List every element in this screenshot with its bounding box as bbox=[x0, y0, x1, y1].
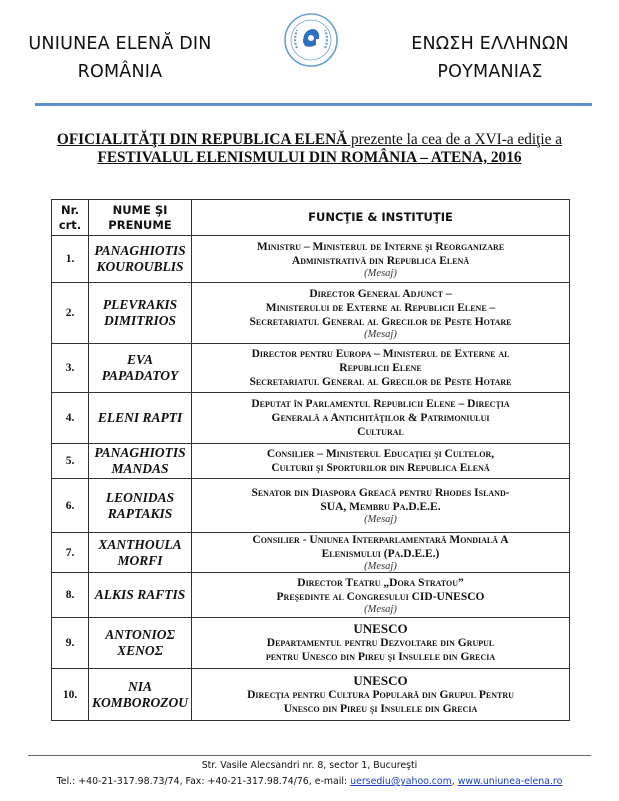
title-line1 bbox=[20, 131, 599, 149]
function-line: Director pentru Europa – Ministerul de Externe al bbox=[251, 348, 510, 360]
official-name bbox=[89, 393, 192, 444]
function-line: pentru Unesco din Pireu şi Insulele din Grecia bbox=[265, 651, 496, 663]
official-name-line1: LEONIDAS bbox=[105, 489, 175, 505]
org-name-romanian-line2: ROMÂNIA bbox=[77, 62, 163, 82]
official-name-line2: ΧΕΝΟΣ bbox=[117, 643, 163, 658]
official-name bbox=[89, 573, 192, 618]
org-name-greek-line1: ΕΝΩΣΗ ΕΛΛΗΝΩΝ bbox=[411, 34, 569, 54]
function-line: Administrativă din Republica Elenă bbox=[291, 254, 470, 267]
header-nr-line1: Nr. bbox=[60, 202, 80, 217]
table-row bbox=[52, 283, 570, 344]
table-row bbox=[52, 393, 570, 444]
official-name bbox=[89, 236, 192, 283]
org-name-greek bbox=[390, 30, 590, 86]
message-note: (Mesaj) bbox=[364, 328, 397, 340]
header-function: FUNCŢIE & INSTITUŢIE bbox=[192, 200, 570, 236]
official-function bbox=[192, 236, 570, 283]
official-name bbox=[89, 669, 192, 721]
function-line: Director General Adjunct – bbox=[309, 287, 452, 300]
row-number: 1. bbox=[52, 236, 89, 283]
function-line: Consilier - Uniunea Interparlamentară Mondială A bbox=[252, 534, 509, 546]
footer-email-link[interactable]: uersediu@yahoo.com bbox=[350, 776, 452, 787]
official-name-line1: PANAGHIOTIS bbox=[94, 445, 186, 460]
row-number: 2. bbox=[52, 283, 89, 344]
header-nr bbox=[52, 200, 89, 236]
official-name-line2: PAPADATOY bbox=[101, 368, 179, 383]
official-name-line2: KOUROUBLIS bbox=[96, 259, 184, 274]
function-line: Consilier – Ministerul Educaţiei şi Cultelor, bbox=[266, 448, 495, 460]
function-line: Deputat în Parlamentul Republicii Elene – Direcţia bbox=[251, 398, 510, 410]
org-name-greek-line2: ΡΟΥΜΑΝΙΑΣ bbox=[437, 62, 543, 82]
table-header-row bbox=[52, 200, 570, 236]
footer-address: Str. Vasile Alecsandri nr. 8, sector 1, Bucureşti bbox=[201, 760, 418, 771]
official-name bbox=[89, 533, 192, 573]
official-name bbox=[89, 479, 192, 533]
official-function bbox=[192, 573, 570, 618]
function-line: Departamentul pentru Dezvoltare din Grupul bbox=[266, 637, 495, 649]
function-line: Direcţia pentru Cultura Populară din Grupul Pentru bbox=[247, 688, 514, 701]
official-function bbox=[192, 479, 570, 533]
official-name bbox=[89, 618, 192, 669]
function-line: Generală a Antichităţilor & Patrimoniului bbox=[271, 412, 490, 424]
header-name-line1: NUME ŞI bbox=[112, 202, 168, 217]
title-part2: prezente la cea de a XVI-a ediţie a bbox=[347, 131, 563, 148]
official-name-line1: PLEVRAKIS bbox=[102, 297, 178, 312]
greek-helmet-seal-icon bbox=[283, 12, 339, 68]
table-row bbox=[52, 618, 570, 669]
header-nr-line2: crt. bbox=[58, 217, 82, 232]
row-number: 6. bbox=[52, 479, 89, 533]
table-row bbox=[52, 669, 570, 721]
row-number: 3. bbox=[52, 344, 89, 393]
row-number: 10. bbox=[52, 669, 89, 721]
function-line: Secretariatul General al Grecilor de Peste Hotare bbox=[249, 315, 512, 328]
official-name-line2: RAPTAKIS bbox=[107, 505, 173, 521]
org-name-romanian bbox=[20, 30, 220, 86]
title-line2-text: FESTIVALUL ELENISMULUI DIN ROMÂNIA – ATENA, 2016 bbox=[97, 149, 522, 166]
message-note: (Mesaj) bbox=[364, 603, 397, 615]
org-name-romanian-line1: UNIUNEA ELENĂ DIN bbox=[28, 34, 212, 54]
function-line: Ministru – Ministerul de Interne şi Reorganizare bbox=[256, 240, 505, 253]
message-note: (Mesaj) bbox=[364, 561, 397, 572]
table-row bbox=[52, 344, 570, 393]
table-row bbox=[52, 236, 570, 283]
official-name-line1: XANTHOULA bbox=[98, 536, 182, 552]
official-name-line1: NIA bbox=[128, 678, 153, 694]
official-function bbox=[192, 283, 570, 344]
table-row bbox=[52, 573, 570, 618]
footer-separator: , bbox=[451, 776, 458, 787]
function-line: Cultural bbox=[357, 426, 404, 438]
function-line: Republicii Elene bbox=[339, 362, 422, 374]
official-function bbox=[192, 669, 570, 721]
header-name-line2: PRENUME bbox=[108, 217, 172, 232]
header-divider bbox=[35, 103, 592, 106]
function-line: Ministerului de Externe al Republicii Elene – bbox=[265, 301, 496, 314]
function-line: Elenismului (Pa.D.E.E.) bbox=[321, 548, 440, 560]
function-line: Director Teatru „Dora Stratou” bbox=[297, 576, 464, 589]
function-line: Preşedinte al Congresului CID-UNESCO bbox=[276, 590, 485, 603]
official-function bbox=[192, 533, 570, 573]
official-name-line1: EVA bbox=[127, 352, 154, 367]
function-institution-heading: UNESCO bbox=[353, 672, 408, 688]
row-number: 7. bbox=[52, 533, 89, 573]
official-name-line1: ALKIS RAFTIS bbox=[94, 587, 186, 602]
row-number: 8. bbox=[52, 573, 89, 618]
official-name-line1: PANAGHIOTIS bbox=[94, 243, 186, 258]
official-name-line1: ΑΝΤΟΝΙΟΣ bbox=[105, 627, 175, 642]
official-name bbox=[89, 283, 192, 344]
row-number: 9. bbox=[52, 618, 89, 669]
table-row bbox=[52, 479, 570, 533]
table-row bbox=[52, 444, 570, 479]
function-line: Secretariatul General al Grecilor de Peste Hotare bbox=[249, 376, 512, 388]
function-line: Unesco din Pireu şi Insulele din Grecia bbox=[283, 702, 478, 715]
official-name bbox=[89, 344, 192, 393]
official-function bbox=[192, 393, 570, 444]
footer-website-link[interactable]: www.uniunea-elena.ro bbox=[457, 776, 563, 787]
header-name bbox=[89, 200, 192, 236]
document-title bbox=[20, 131, 599, 167]
official-name-line2: DIMITRIOS bbox=[103, 313, 177, 328]
footer-contact-phone-fax: Tel.: +40-21-317.98.73/74, Fax: +40-21-317.98.74/76, e-mail: bbox=[56, 776, 351, 787]
footer-divider bbox=[28, 755, 591, 756]
function-line: Senator din Diaspora Greacă pentru Rhodes Island- bbox=[251, 487, 510, 499]
table-row bbox=[52, 533, 570, 573]
function-line: SUA, Membru Pa.D.E.E. bbox=[320, 501, 441, 513]
function-institution-heading: UNESCO bbox=[353, 621, 408, 636]
row-number: 5. bbox=[52, 444, 89, 479]
official-name-line2: MORFI bbox=[117, 552, 163, 568]
official-function bbox=[192, 618, 570, 669]
official-function bbox=[192, 344, 570, 393]
official-name-line2: MANDAS bbox=[111, 461, 169, 476]
official-name bbox=[89, 444, 192, 479]
message-note: (Mesaj) bbox=[364, 514, 397, 525]
row-number: 4. bbox=[52, 393, 89, 444]
title-part1: OFICIALITĂŢI DIN REPUBLICA ELENĂ bbox=[56, 131, 348, 148]
official-name-line2: KOMBOROZOU bbox=[92, 694, 189, 710]
official-function bbox=[192, 444, 570, 479]
footer-contact bbox=[0, 776, 619, 787]
title-line2 bbox=[20, 149, 599, 167]
official-name-line1: ELENI RAPTI bbox=[97, 410, 183, 425]
function-line: Culturii şi Sporturilor din Republica Elenă bbox=[271, 462, 490, 474]
officials-table bbox=[51, 199, 570, 721]
message-note: (Mesaj) bbox=[364, 267, 397, 279]
